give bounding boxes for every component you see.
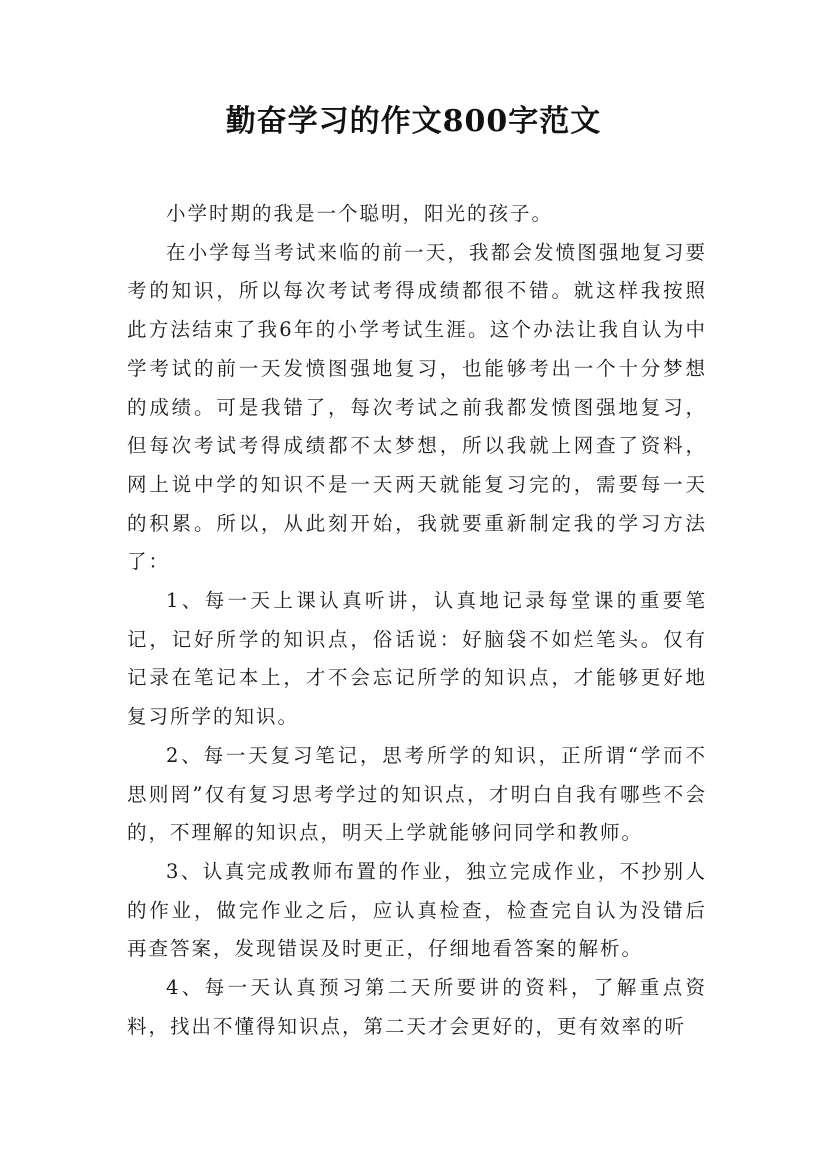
paragraph: 在小学每当考试来临的前一天，我都会发愤图强地复习要考的知识，所以每次考试考得成绩都很不错。就这样我按照此方法结束了我6年的小学考试生涯。这个办法让我自认为中学考试的前一天发愤图强地复习，也能够考出一个十分梦想的成绩。可是我错了，每次考试之前我都发愤图强地复习，但每次考试考得成绩都不太梦想，所以我就上网查了资料，网上说中学的知识不是一天两天就能复习完的，需要每一天的积累。所以，从此刻开始，我就要重新制定我的学习方法了： — [127, 240, 707, 574]
paragraph: 4、每一天认真预习第二天所要讲的资料，了解重点资料，找出不懂得知识点，第二天才会更好的，更有效率的听 — [127, 976, 707, 1038]
paragraph: 小学时期的我是一个聪明，阳光的孩子。 — [166, 202, 554, 225]
paragraph: 3、认真完成教师布置的作业，独立完成作业，不抄别人的作业，做完作业之后，应认真检查，检查完自认为没错后再查答案，发现错误及时更正，仔细地看答案的解析。 — [127, 859, 707, 961]
document-title: 勤奋学习的作文800字范文 — [225, 104, 602, 139]
paragraph: 1、每一天上课认真听讲，认真地记录每堂课的重要笔记，记好所学的知识点，俗话说：好脑袋不如烂笔头。仅有记录在笔记本上，才不会忘记所学的知识点，才能够更好地复习所学的知识。 — [127, 589, 707, 729]
paragraph: 2、每一天复习笔记，思考所学的知识，正所谓“学而不思则罔”仅有复习思考学过的知识点，才明白自我有哪些不会的，不理解的知识点，明天上学就能够问同学和教师。 — [127, 743, 707, 845]
document-body — [127, 195, 707, 1046]
